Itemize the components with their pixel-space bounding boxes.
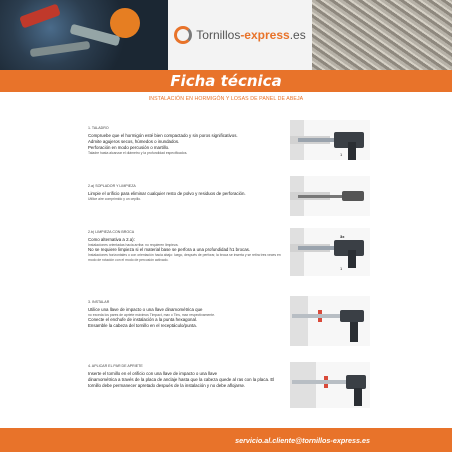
tool-shape — [30, 41, 91, 57]
step-line: No se requiere limpieza si el material base se perfora a una profundidad h1 brocas. — [88, 247, 251, 253]
wrench-body — [346, 375, 366, 389]
logo-text: Tornillos-express.es — [196, 28, 306, 42]
tool-shape — [19, 4, 61, 29]
figure-drill-clean — [290, 228, 370, 276]
step-line: Utilice una llave de impacto o una llave dinamométrica que — [88, 306, 203, 312]
step-note: Instalaciones orientadas hacia arriba: no requieren limpieza. — [88, 242, 179, 247]
step-line: Limpie el orificio para eliminar cualquier resto de polvo y residuos de perforación. — [88, 190, 246, 196]
step-note: no exceda los pares de apriete máximos Timpact, max o Tins, max respectivamente. — [88, 312, 216, 317]
wrench-handle — [354, 388, 362, 406]
step-line: Perforación en modo percusión o martillo. — [88, 144, 170, 150]
header — [0, 0, 452, 70]
figure-label: 1 — [340, 266, 343, 271]
contact-email[interactable]: servicio.al.cliente@tornillos-express.es — [235, 435, 370, 445]
step-3 — [88, 300, 288, 329]
wrench-body — [340, 310, 364, 322]
logo[interactable] — [168, 0, 312, 70]
footer — [0, 428, 452, 452]
figure-torque — [290, 362, 370, 408]
step-line: Compruebe que el hormigón esté bien compactado y sin poros significativos. — [88, 132, 238, 138]
step-2b — [88, 230, 288, 263]
screws-photo — [312, 0, 452, 70]
step-line: Conecte el enchufe de instalación a la punta hexagonal. — [88, 317, 198, 323]
step-heading: 4. APLICAR EL PAR DE APRIETE — [88, 364, 143, 368]
screw — [292, 380, 346, 384]
step-note: Instalaciones horizontales o con orientación hacia abajo: luego, después de perforar, la broca se inserta y se retira tres veces en modo de rotación con el modo de percusión activado. — [88, 253, 281, 262]
figure-install — [290, 296, 370, 346]
step-4 — [88, 364, 288, 389]
step-note: Taladre hasta alcanzar el diámetro y la profundidad especificados. — [88, 150, 188, 155]
tool-shape — [110, 8, 140, 38]
drill-handle — [348, 250, 356, 268]
concrete-slab — [290, 296, 308, 346]
concrete-slab — [290, 228, 304, 276]
step-heading: 2.b) LIMPIEZA CON BROCA — [88, 230, 135, 234]
step-line: Admite agujeros secos, húmedos o inundados. — [88, 138, 180, 144]
drill-handle — [348, 142, 356, 160]
step-2a — [88, 184, 288, 201]
repeat-label: 3x — [340, 234, 345, 239]
tools-photo — [0, 0, 168, 70]
figure-drill — [290, 120, 370, 160]
step-line: dinamométrica a través de la placa de anclaje hasta que la cabeza quede al ras con la placa. El tornillo debe permanecer apretado después de la instalación y no debe aflojarse. — [88, 376, 275, 388]
page-title: Ficha técnica — [170, 72, 282, 90]
step-line: Como alternativa a 2.a): — [88, 236, 135, 242]
drill-bit — [298, 246, 334, 250]
title-banner — [0, 70, 452, 92]
concrete-slab — [290, 362, 316, 408]
step-heading: 2.a) SOPLADOR Y LIMPIEZA — [88, 184, 136, 188]
drill-bit — [298, 138, 334, 142]
step-line: Inserte el tornillo en el orificio con una llave de impacto o una llave — [88, 370, 218, 376]
figure-blower — [290, 176, 370, 216]
step-heading: 3. INSTALAR — [88, 300, 110, 304]
logo-icon — [174, 26, 192, 44]
blower-tube — [298, 195, 344, 198]
screw — [292, 314, 342, 318]
step-heading: 1. TALADRO — [88, 126, 109, 130]
step-1 — [88, 126, 288, 155]
blower-body — [342, 191, 364, 201]
step-line: Ensamble la cabeza del tornillo en el receptáculo/punta. — [88, 323, 197, 329]
wrench-handle — [350, 322, 358, 342]
step-note: Utilice aire comprimido y un cepillo. — [88, 196, 142, 201]
figure-label: 1 — [340, 152, 343, 157]
section-subtitle: INSTALACIÓN EN HORMIGÓN Y LOSAS DE PANEL DE ABEJA — [148, 96, 304, 102]
